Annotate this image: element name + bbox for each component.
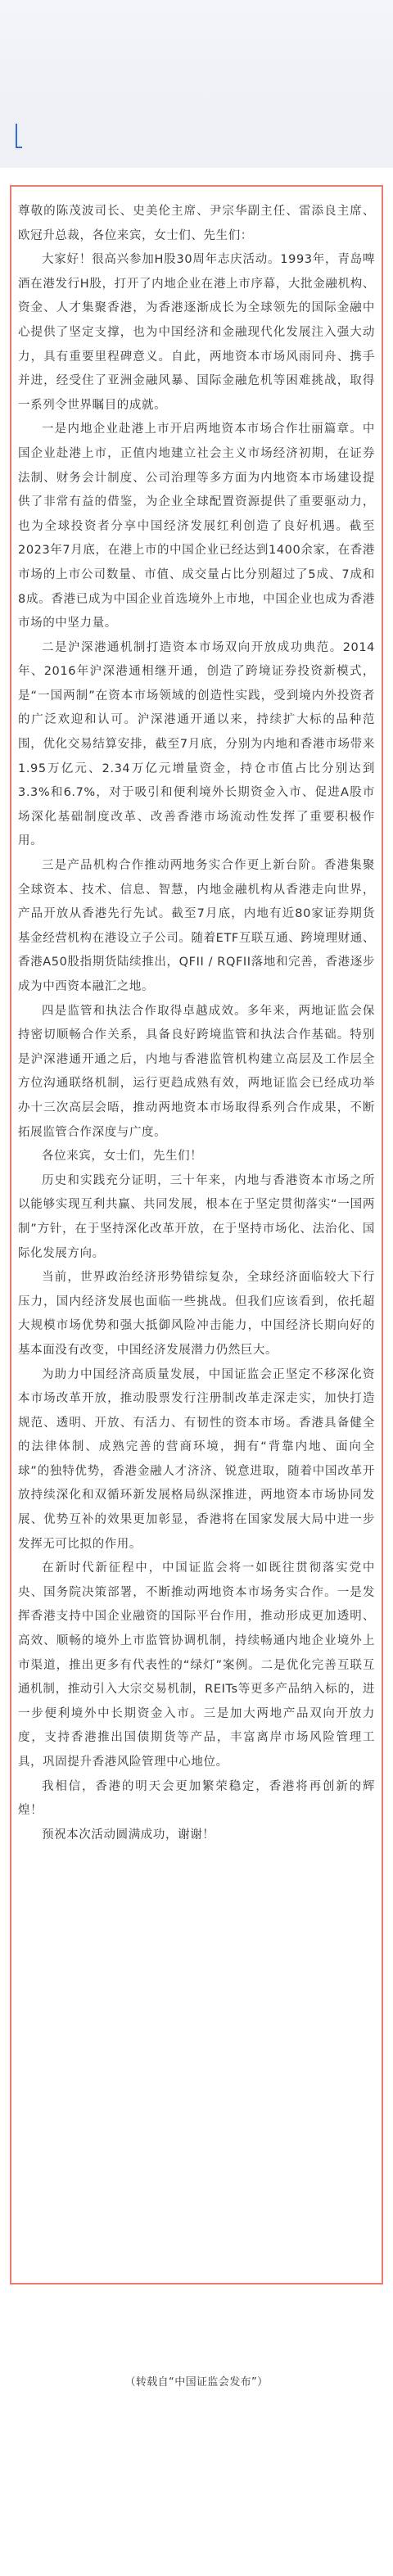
corner-bracket-mark	[16, 124, 22, 148]
speech-paragraph-11: 我相信，香港的明天会更加繁荣稳定，香港将再创新的辉煌！	[18, 1779, 375, 1818]
source-attribution: （转载自“中国证监会发布”）	[124, 2376, 269, 2388]
speech-paragraph-9: 为助力中国经济高质量发展，中国证监会正坚定不移深化资本市场改革开放，推动股票发行注册制改革走深走实，加快打造规范、透明、开放、有活力、有韧性的资本市场。香港具备健全的法律体制、成熟完善的营商环境，拥有“背靠内地、面向全球”的独特优势，香港金融人才济济、锐意进取，随着中国改革开放持续深化和双循环新发展格局纵深推进，两地资本市场协同发展、优势互补的效果更加彰显，香港将在国家发展大局中进一步发挥无可比拟的作用。	[18, 1367, 375, 1551]
speech-salutation: 尊敬的陈茂波司长、史美伦主席、尹宗华副主任、雷添良主席、欧冠升总裁，各位来宾，女士们、先生们：	[18, 205, 375, 242]
speech-paragraph-4: 三是产品机构合作推动两地务实合作更上新台阶。香港集聚全球资本、技术、信息、智慧，内地金融机构从香港走向世界，产品开放从香港先行先试。截至7月底，内地有近80家证券期货基金经营机构在港设立子公司。随着ETF互联互通、跨境理财通、香港A50股指期货陆续推出，QFII / RQFII落地和完善，香港逐步成为中西资本融汇之地。	[18, 859, 375, 993]
speech-paragraph-6: 各位来宾，女士们，先生们！	[42, 1150, 203, 1164]
speech-paragraph-10: 在新时代新征程中，中国证监会将一如既往贯彻落实党中央、国务院决策部署，不断推动两地资本市场务实合作。一是发挥香港支持中国企业融资的国际平台作用，推动形成更加透明、高效、顺畅的境外上市监管协调机制，持续畅通内地企业境外上市渠道，推出更多有代表性的“绿灯”案例。二是优化完善互联互通机制，推动引入大宗交易机制，REITs等更多产品纳入标的，进一步便利境外中长期资金入市。三是加大两地产品双向开放力度，支持香港推出国债期货等产品，丰富离岸市场风险管理工具，巩固提升香港风险管理中心地位。	[18, 1561, 375, 1769]
speech-paragraph-12: 预祝本次活动圆满成功，谢谢！	[42, 1828, 215, 1842]
speech-paragraph-2: 一是内地企业赴港上市开启两地资本市场合作壮丽篇章。中国企业赴港上市，正值内地建立社会主义市场经济初期，在证券法制、财务会计制度、公司治理等多方面为内地资本市场建设提供了非常有益的借鉴，为企业全球配置资源提供了重要驱动力，也为全球投资者分享中国经济发展红利创造了良好机遇。截至2023年7月底，在港上市的中国企业已经达到1400余家，在香港市场的上市公司数量、市值、成交量占比分别超过了5成、7成和8成。香港已成为中国企业首选境外上市地，中国企业也成为香港市场的中坚力量。	[18, 423, 375, 630]
speech-paragraph-7: 历史和实践充分证明，三十年来，内地与香港资本市场之所以能够实现互利共赢、共同发展，根本在于坚定贯彻落实“一国两制”方针，在于坚持深化改革开放，在于坚持市场化、法治化、国际化发展方向。	[18, 1173, 375, 1260]
speech-paragraph-1: 大家好！很高兴参加H股30周年志庆活动。1993年，青岛啤酒在港发行H股，打开了内地企业在港上市序幕，大批金融机构、资金、人才集聚香港，为香港逐渐成长为全球领先的国际金融中心提供了坚定支撑，也为中国经济和金融现代化发展注入强大动力，具有重要里程碑意义。自此，两地资本市场风雨同舟、携手并进，经受住了亚洲金融风暴、国际金融危机等困难挑战，取得一系列令世界瞩目的成就。	[18, 253, 375, 412]
speech-paragraph-5: 四是监管和执法合作取得卓越成效。多年来，两地证监会保持密切顺畅合作关系，具备良好跨境监管和执法合作基础。特别是沪深港通开通之后，内地与香港监管机构建立高层及工作层全方位沟通联络机制，运行更趋成熟有效，两地证监会已经成功举办十三次高层会晤，推动两地资本市场取得系列合作成果，不断拓展监管合作深度与广度。	[18, 1004, 375, 1139]
speech-content-box	[10, 185, 383, 2285]
speech-paragraph-8: 当前，世界政治经济形势错综复杂，全球经济面临较大下行压力，国内经济发展也面临一些挑战。但我们应该看到，依托超大规模市场优势和强大抵御风险冲击能力，中国经济长期向好的基本面没有改变，中国经济发展潜力仍然巨大。	[18, 1271, 375, 1357]
speech-paragraph-3: 二是沪深港通机制打造资本市场双向开放成功典范。2014年、2016年沪深港通相继开通，创造了跨境证券投资新模式，是“一国两制”在资本市场领域的创造性实践，受到境内外投资者的广泛欢迎和认可。沪深港通开通以来，持续扩大标的品种范围，优化交易结算安排，截至7月底，分别为内地和香港市场带来1.95万亿元、2.34万亿元增量资金，持仓市值占比分别达到3.3%和6.7%，对于吸引和便利境外长期资金入市、促进A股市场深化基础制度改革、改善香港市场流动性发挥了重要积极作用。	[18, 640, 375, 848]
top-banner-area	[0, 0, 393, 168]
